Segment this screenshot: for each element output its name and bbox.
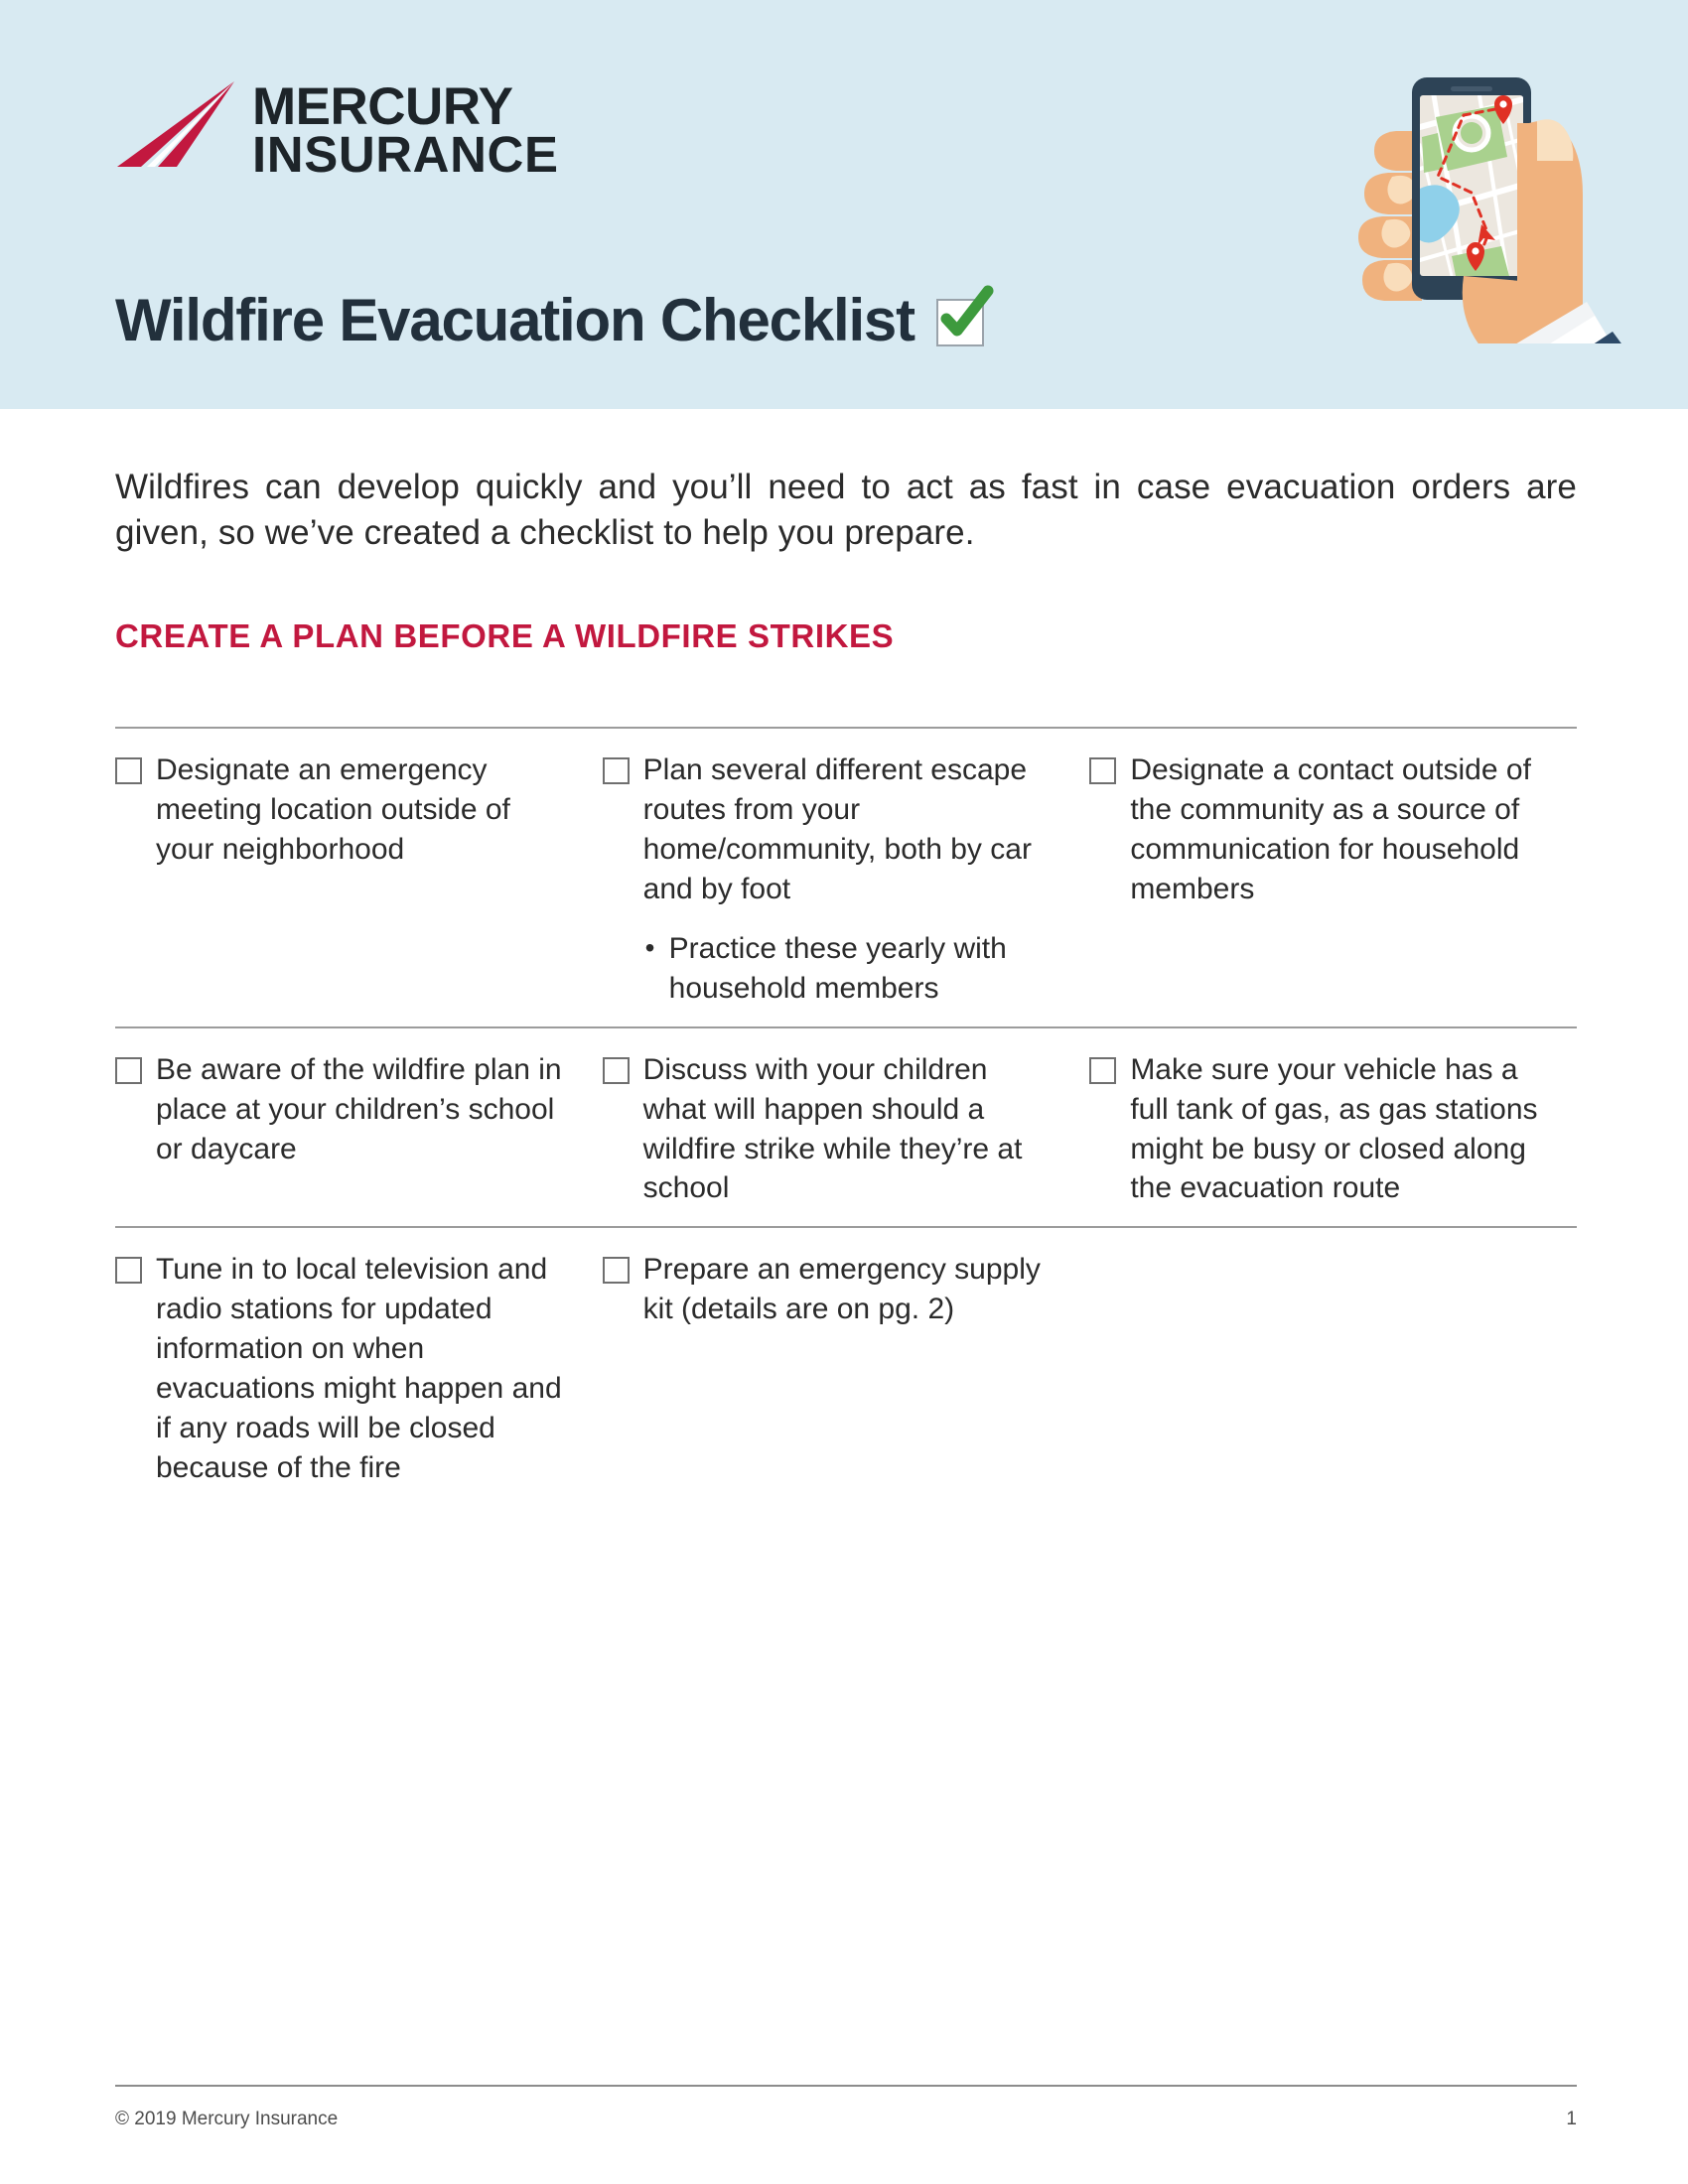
checklist-item-body (156, 1050, 569, 1169)
checklist-subitem: • Practice these yearly with household members (645, 929, 1056, 1009)
section-heading: CREATE A PLAN BEFORE A WILDFIRE STRIKES (115, 617, 895, 655)
mercury-swoosh-icon (117, 81, 234, 167)
checklist-item-label: Plan several different escape routes from your home/community, both by car and by foot (642, 753, 1032, 906)
intro-paragraph: Wildfires can develop quickly and you’ll need to act as fast in case evacuation orders are given, so we’ve created a checklist to help you prepare. (115, 468, 1577, 553)
checklist-item[interactable] (603, 751, 1090, 1008)
checklist-item[interactable] (1089, 1050, 1577, 1209)
mercury-insurance-logo (117, 77, 559, 183)
checklist-item[interactable] (115, 1050, 603, 1209)
checkbox-icon[interactable] (603, 1057, 630, 1084)
checklist-item-body (156, 1250, 569, 1487)
checkbox-icon[interactable] (1089, 757, 1116, 784)
checklist-item-placeholder (1089, 1250, 1577, 1487)
checklist-item-label: Designate a contact outside of the community as a source of communication for household members (1130, 753, 1531, 906)
checklist-item-body (643, 1050, 1056, 1209)
checklist-item-label: Make sure your vehicle has a full tank of gas, as gas stations might be busy or closed along the evacuation route (1130, 1052, 1538, 1205)
checklist-row (115, 1026, 1577, 1227)
document-body (115, 409, 1577, 1506)
checklist-item-label: Designate an emergency meeting location outside of your neighborhood (156, 753, 510, 867)
checkbox-icon[interactable] (115, 757, 142, 784)
hand-holding-phone-with-map-icon (1352, 66, 1640, 423)
checklist-row (115, 1226, 1577, 1505)
checklist-item[interactable] (115, 751, 603, 1008)
checkbox-icon[interactable] (115, 1057, 142, 1084)
page-title-group (115, 286, 984, 354)
checklist-item-body (1130, 1050, 1543, 1209)
green-check-glyph (932, 287, 994, 348)
checkbox-icon[interactable] (603, 1257, 630, 1284)
checklist-item-label: Tune in to local television and radio stations for updated information on when evacuations might happen and if any roads will be closed because of the fire (156, 1253, 562, 1484)
checklist-item-body (643, 751, 1056, 1008)
page-footer (115, 2085, 1577, 2130)
header-band (0, 0, 1688, 409)
checklist-item[interactable] (603, 1050, 1090, 1209)
checkbox-icon[interactable] (603, 757, 630, 784)
checkbox-icon[interactable] (115, 1257, 142, 1284)
checklist-subitem-list (643, 929, 1056, 1009)
footer-copyright: © 2019 Mercury Insurance (115, 2109, 339, 2129)
checklist-item-body (643, 1250, 1056, 1329)
checklist-item-body (1130, 751, 1543, 909)
page-title: Wildfire Evacuation Checklist (115, 287, 914, 353)
logo-word-insurance: INSURANCE (252, 125, 559, 183)
footer-page-number: 1 (1566, 2109, 1577, 2129)
logo-word-mercury: MERCURY (252, 77, 513, 136)
checklist-item-label: Prepare an emergency supply kit (details are on pg. 2) (642, 1253, 1041, 1326)
checklist-item[interactable] (115, 1250, 603, 1487)
checklist-item-body (156, 751, 569, 870)
checklist-item-label: Discuss with your children what will happen should a wildfire strike while they’re at school (642, 1052, 1023, 1205)
checklist-item[interactable] (603, 1250, 1090, 1487)
checklist-item[interactable] (1089, 751, 1577, 1008)
checkbox-icon[interactable] (1089, 1057, 1116, 1084)
checklist-row (115, 727, 1577, 1025)
checklist-item-label: Be aware of the wildfire plan in place at your children’s school or daycare (156, 1052, 562, 1165)
checked-checkbox-icon (936, 299, 984, 346)
checklist-grid (115, 727, 1577, 1505)
illustration-svg (1352, 66, 1640, 423)
